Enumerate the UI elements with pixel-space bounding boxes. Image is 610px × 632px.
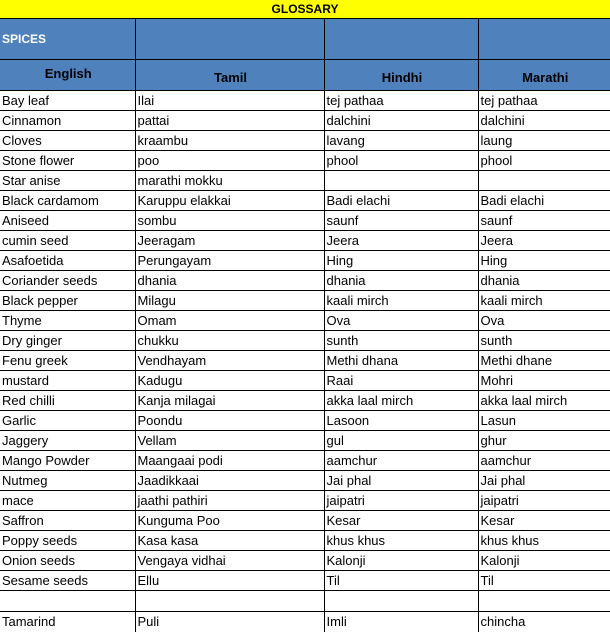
cell-marathi: Lasun <box>478 411 610 431</box>
cell-marathi: khus khus <box>478 531 610 551</box>
cell-marathi: aamchur <box>478 451 610 471</box>
section-title: SPICES <box>0 19 135 60</box>
cell-tamil: Kanja milagai <box>135 391 324 411</box>
cell-marathi: Mohri <box>478 371 610 391</box>
cell-english: Cinnamon <box>0 111 135 131</box>
cell-english: Garlic <box>0 411 135 431</box>
cell-tamil: dhania <box>135 271 324 291</box>
cell-marathi: tej pathaa <box>478 91 610 111</box>
cell-hindhi: dalchini <box>324 111 478 131</box>
cell-hindhi: jaipatri <box>324 491 478 511</box>
cell-tamil: Vengaya vidhai <box>135 551 324 571</box>
table-row <box>0 131 610 151</box>
table-row <box>0 91 610 111</box>
table-row <box>0 371 610 391</box>
cell-tamil: sombu <box>135 211 324 231</box>
cell-english: cumin seed <box>0 231 135 251</box>
table-row <box>0 591 610 612</box>
glossary-table <box>0 19 610 632</box>
cell-hindhi: Jeera <box>324 231 478 251</box>
cell-tamil: Puli <box>135 612 324 632</box>
cell-tamil <box>135 591 324 612</box>
cell-english: Red chilli <box>0 391 135 411</box>
cell-hindhi: Methi dhana <box>324 351 478 371</box>
cell-english: Dry ginger <box>0 331 135 351</box>
cell-hindhi: akka laal mirch <box>324 391 478 411</box>
cell-english: Onion seeds <box>0 551 135 571</box>
cell-tamil: Milagu <box>135 291 324 311</box>
cell-tamil: Poondu <box>135 411 324 431</box>
cell-tamil: pattai <box>135 111 324 131</box>
cell-english <box>0 591 135 612</box>
cell-english: Thyme <box>0 311 135 331</box>
cell-english: Jaggery <box>0 431 135 451</box>
cell-hindhi <box>324 591 478 612</box>
cell-english: Cloves <box>0 131 135 151</box>
section-cell <box>324 19 478 60</box>
section-cell <box>135 19 324 60</box>
cell-hindhi: gul <box>324 431 478 451</box>
cell-tamil: Karuppu elakkai <box>135 191 324 211</box>
table-row <box>0 251 610 271</box>
cell-english: Coriander seeds <box>0 271 135 291</box>
cell-english: Fenu greek <box>0 351 135 371</box>
cell-marathi: Badi elachi <box>478 191 610 211</box>
cell-hindhi: dhania <box>324 271 478 291</box>
cell-english: Stone flower <box>0 151 135 171</box>
cell-marathi: dalchini <box>478 111 610 131</box>
cell-tamil: jaathi pathiri <box>135 491 324 511</box>
cell-marathi <box>478 171 610 191</box>
cell-tamil: Kadugu <box>135 371 324 391</box>
cell-english: mustard <box>0 371 135 391</box>
cell-hindhi: Lasoon <box>324 411 478 431</box>
cell-marathi: kaali mirch <box>478 291 610 311</box>
cell-tamil: Kasa kasa <box>135 531 324 551</box>
cell-hindhi: lavang <box>324 131 478 151</box>
cell-english: Aniseed <box>0 211 135 231</box>
table-row <box>0 411 610 431</box>
cell-english: Asafoetida <box>0 251 135 271</box>
table-row <box>0 531 610 551</box>
table-row <box>0 351 610 371</box>
column-header-english: English <box>0 60 135 91</box>
section-cell <box>478 19 610 60</box>
cell-marathi: phool <box>478 151 610 171</box>
cell-english: Nutmeg <box>0 471 135 491</box>
table-row <box>0 511 610 531</box>
cell-marathi: Methi dhane <box>478 351 610 371</box>
cell-tamil: Jaadikkaai <box>135 471 324 491</box>
table-row <box>0 191 610 211</box>
cell-marathi: chincha <box>480 614 526 630</box>
cell-english: Mango Powder <box>0 451 135 471</box>
table-row <box>0 451 610 471</box>
cell-tamil: Ellu <box>135 571 324 591</box>
cell-english: Poppy seeds <box>0 531 135 551</box>
cell-marathi: ghur <box>478 431 610 451</box>
cell-hindhi: Ova <box>324 311 478 331</box>
cell-hindhi: Kesar <box>324 511 478 531</box>
cell-tamil: poo <box>135 151 324 171</box>
glossary-title: GLOSSARY <box>0 0 610 19</box>
cell-marathi: laung <box>478 131 610 151</box>
cell-tamil: Maangaai podi <box>135 451 324 471</box>
table-row <box>0 571 610 591</box>
cell-english: Star anise <box>0 171 135 191</box>
cell-english: Sesame seeds <box>0 571 135 591</box>
cell-marathi: sunth <box>478 331 610 351</box>
cell-marathi: jaipatri <box>478 491 610 511</box>
table-row <box>0 271 610 291</box>
cell-hindhi: Raai <box>324 371 478 391</box>
cell-tamil: Ilai <box>135 91 324 111</box>
cell-tamil: Vellam <box>135 431 324 451</box>
cell-hindhi: Kalonji <box>324 551 478 571</box>
section-row <box>0 19 610 60</box>
cell-marathi: akka laal mirch <box>478 391 610 411</box>
cell-hindhi: phool <box>324 151 478 171</box>
cell-tamil: Vendhayam <box>135 351 324 371</box>
table-row <box>0 551 610 571</box>
cell-tamil: kraambu <box>135 131 324 151</box>
table-row <box>0 291 610 311</box>
cell-english: Black pepper <box>0 291 135 311</box>
cell-english: mace <box>0 491 135 511</box>
cell-marathi <box>478 591 610 612</box>
header-row <box>0 60 610 91</box>
table-row <box>0 331 610 351</box>
cell-hindhi: Til <box>324 571 478 591</box>
table-row <box>0 111 610 131</box>
cell-marathi: Til <box>478 571 610 591</box>
cell-english: Bay leaf <box>0 91 135 111</box>
cell-marathi: Kalonji <box>478 551 610 571</box>
column-header-hindhi: Hindhi <box>324 60 478 91</box>
cell-tamil: Kunguma Poo <box>135 511 324 531</box>
table-row <box>0 612 610 632</box>
column-header-tamil: Tamil <box>135 60 324 91</box>
table-row <box>0 211 610 231</box>
cell-hindhi: aamchur <box>324 451 478 471</box>
cell-hindhi: tej pathaa <box>324 91 478 111</box>
cell-marathi: dhania <box>478 271 610 291</box>
cell-hindhi: sunth <box>324 331 478 351</box>
cell-marathi: saunf <box>478 211 610 231</box>
cell-tamil: chukku <box>135 331 324 351</box>
cell-hindhi: Jai phal <box>324 471 478 491</box>
cell-marathi: Jeera <box>478 231 610 251</box>
cell-english: Saffron <box>0 511 135 531</box>
cell-hindhi: Hing <box>324 251 478 271</box>
cell-hindhi: Imli <box>324 612 478 632</box>
table-row <box>0 391 610 411</box>
table-row <box>0 431 610 451</box>
cell-marathi: Hing <box>478 251 610 271</box>
table-row <box>0 491 610 511</box>
cell-tamil: Perungayam <box>135 251 324 271</box>
cell-hindhi: Badi elachi <box>324 191 478 211</box>
cell-marathi: Jai phal <box>478 471 610 491</box>
cell-tamil: marathi mokku <box>135 171 324 191</box>
cell-english: Tamarind <box>0 612 135 632</box>
cell-hindhi: kaali mirch <box>324 291 478 311</box>
table-row <box>0 151 610 171</box>
table-row <box>0 171 610 191</box>
cell-hindhi <box>324 171 478 191</box>
cell-marathi: Kesar <box>478 511 610 531</box>
table-row <box>0 231 610 251</box>
cell-tamil: Omam <box>135 311 324 331</box>
cell-english: Black cardamom <box>0 191 135 211</box>
cell-hindhi: khus khus <box>324 531 478 551</box>
table-row <box>0 471 610 491</box>
cell-hindhi: saunf <box>324 211 478 231</box>
cell-marathi: Ova <box>478 311 610 331</box>
column-header-marathi: Marathi <box>478 60 610 91</box>
cell-tamil: Jeeragam <box>135 231 324 251</box>
table-row <box>0 311 610 331</box>
